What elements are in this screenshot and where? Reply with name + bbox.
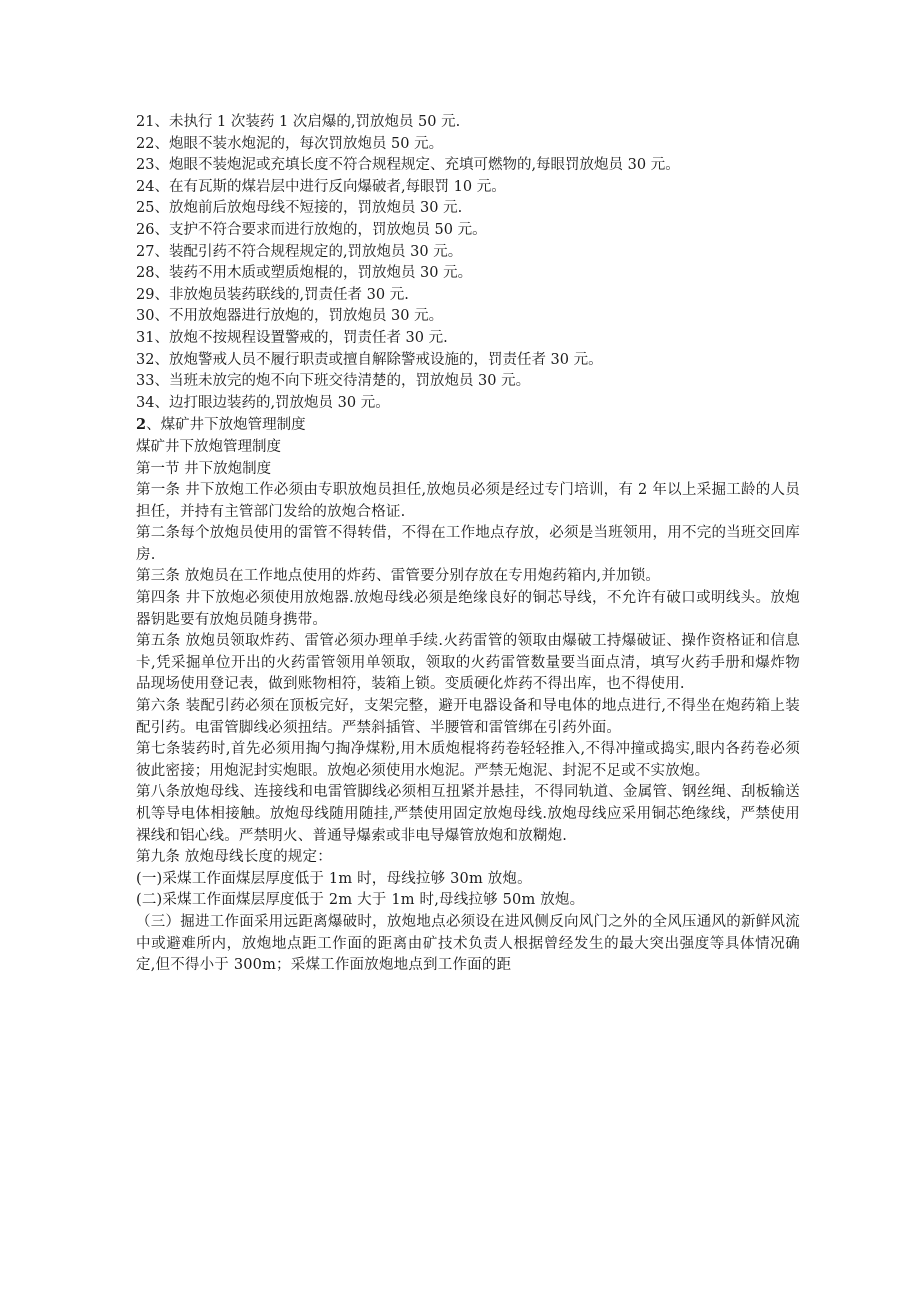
article-paragraph: 第八条放炮母线、连接线和电雷管脚线必须相互扭紧并悬挂，不得同轨道、金属管、钢丝绳、刮板输送机等导电体相接触。放炮母线随用随挂,严禁使用固定放炮母线.放炮母线应采用铜芯绝缘线，严禁使用裸线和铝心线。严禁明火、普通导爆索或非电导爆管放炮和放糊炮.	[136, 784, 800, 844]
article-paragraph: 第四条 井下放炮必须使用放炮器.放炮母线必须是绝缘良好的铜芯导线，不允许有破口或明线头。放炮器钥匙要有放炮员随身携带。	[136, 590, 800, 628]
penalty-item: 24、在有瓦斯的煤岩层中进行反向爆破者,每眼罚 10 元。	[136, 178, 506, 195]
penalty-item: 26、支护不符合要求而进行放炮的，罚放炮员 50 元。	[136, 221, 487, 238]
penalty-item: 30、不用放炮器进行放炮的，罚放炮员 30 元。	[136, 308, 444, 325]
penalty-item: 28、装药不用木质或塑质炮棍的，罚放炮员 30 元。	[136, 265, 473, 282]
section-heading	[136, 414, 800, 437]
article-paragraph: (一)采煤工作面煤层厚度低于 1m 时，母线拉够 30m 放炮。	[136, 870, 532, 887]
article-paragraph: 第七条装药时,首先必须用掏勺掏净煤粉,用木质炮棍将药卷轻轻推入,不得冲撞或捣实,眼内各药卷必须彼此密接；用炮泥封实炮眼。放炮必须使用水炮泥。严禁无炮泥、封泥不足或不实放炮。	[136, 741, 800, 779]
penalty-item: 25、放炮前后放炮母线不短接的，罚放炮员 30 元.	[136, 200, 463, 217]
article-list	[136, 480, 800, 977]
article-paragraph: (二)采煤工作面煤层厚度低于 2m 大于 1m 时,母线拉够 50m 放炮。	[136, 892, 585, 909]
penalty-item: 22、炮眼不装水炮泥的，每次罚放炮员 50 元。	[136, 135, 444, 152]
section-heading-text: 、煤矿井下放炮管理制度	[146, 417, 306, 434]
article-paragraph: 第九条 放炮母线长度的规定：	[136, 849, 332, 866]
section-subtitle: 煤矿井下放炮管理制度	[136, 438, 281, 455]
penalty-item: 27、装配引药不符合规程规定的,罚放炮员 30 元。	[136, 243, 463, 260]
penalty-item: 29、非放炮员装药联线的,罚责任者 30 元.	[136, 286, 409, 303]
article-paragraph: 第五条 放炮员领取炸药、雷管必须办理单手续.火药雷管的领取由爆破工持爆破证、操作资格证和信息卡,凭采掘单位开出的火药雷管领用单领取，领取的火药雷管数量要当面点清，填写火药手册和爆炸物品现场使用登记表，做到账物相符，装箱上锁。变质硬化炸药不得出库，也不得使用.	[136, 633, 800, 693]
document-body	[136, 112, 800, 977]
article-paragraph: 第二条每个放炮员使用的雷管不得转借，不得在工作地点存放，必须是当班领用，用不完的当班交回库房.	[136, 525, 800, 563]
penalty-item: 21、未执行 1 次装药 1 次启爆的,罚放炮员 50 元.	[136, 114, 461, 130]
penalty-item: 33、当班未放完的炮不向下班交待清楚的，罚放炮员 30 元。	[136, 373, 531, 390]
article-paragraph: （三）掘进工作面采用远距离爆破时，放炮地点必须设在进风侧反向风门之外的全风压通风的新鲜风流中或避难所内，放炮地点距工作面的距离由矿技术负责人根据曾经发生的最大突出强度等具体情况确定,但不得小于 300m；采煤工作面放炮地点到工作面的距	[136, 913, 800, 974]
penalty-item: 31、放炮不按规程设置警戒的，罚责任者 30 元.	[136, 329, 448, 346]
article-paragraph: 第三条 放炮员在工作地点使用的炸药、雷管要分别存放在专用炮药箱内,并加锁。	[136, 568, 661, 585]
penalty-item: 34、边打眼边装药的,罚放炮员 30 元。	[136, 394, 390, 411]
section-number: 2	[136, 416, 147, 434]
article-paragraph: 第六条 装配引药必须在顶板完好，支架完整，避开电器设备和导电体的地点进行,不得坐在炮药箱上装配引药。电雷管脚线必须扭结。严禁斜插管、半腰管和雷管绑在引药外面。	[136, 698, 800, 736]
penalty-list	[136, 112, 800, 414]
chapter-heading: 第一节 井下放炮制度	[136, 460, 272, 477]
penalty-item: 32、放炮警戒人员不履行职责或擅自解除警戒设施的，罚责任者 30 元。	[136, 351, 603, 368]
article-paragraph: 第一条 井下放炮工作必须由专职放炮员担任,放炮员必须是经过专门培训，有 2 年以上采掘工龄的人员担任，并持有主管部门发给的放炮合格证.	[136, 482, 800, 520]
penalty-item: 23、炮眼不装炮泥或充填长度不符合规程规定、充填可燃物的,每眼罚放炮员 30 元。	[136, 157, 680, 174]
